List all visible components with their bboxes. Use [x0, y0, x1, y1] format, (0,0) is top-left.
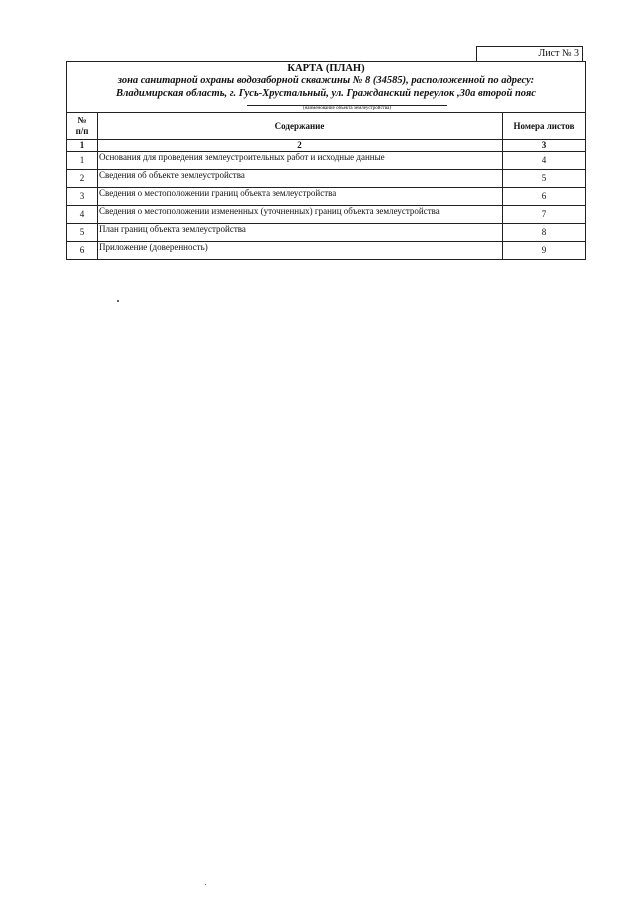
object-description-line2: Владимирская область, г. Гусь-Хрустальный, ул. Гражданский переулок ,30а второй пояс: [116, 87, 536, 99]
header-sheet-numbers: Номера листов: [503, 113, 586, 140]
row-description: Приложение (доверенность): [98, 242, 503, 260]
object-description-line1: зона санитарной охраны водозаборной скважины № 8 (34585), расположенной по адресу:: [117, 75, 535, 86]
header-number: [67, 113, 98, 140]
header-number-sign: №: [77, 115, 87, 125]
row-page: 5: [503, 170, 586, 188]
header-contents: Содержание: [98, 113, 503, 140]
row-description: Сведения о местоположении измененных (уточненных) границ объекта землеустройства: [98, 206, 503, 224]
row-page: 7: [503, 206, 586, 224]
scan-speck: [205, 884, 206, 885]
column-number: 1: [67, 140, 98, 152]
row-page: 4: [503, 152, 586, 170]
row-description: План границ объекта землеустройства: [98, 224, 503, 242]
column-number: 2: [98, 140, 503, 152]
sheet-number-label: Лист № 3: [476, 46, 583, 61]
row-page: 6: [503, 188, 586, 206]
row-number: 6: [67, 242, 98, 260]
table-header-row: [67, 113, 586, 140]
contents-table: [66, 112, 586, 260]
table-row: [67, 152, 586, 170]
object-name-caption: (наименование объекта землеустройства): [247, 105, 447, 112]
column-number: 3: [503, 140, 586, 152]
row-description: Сведения о местоположении границ объекта землеустройства: [98, 188, 503, 206]
row-page: 9: [503, 242, 586, 260]
row-description: Сведения об объекте землеустройства: [98, 170, 503, 188]
table-row: [67, 170, 586, 188]
row-number: 5: [67, 224, 98, 242]
scan-speck: [117, 300, 119, 302]
table-row: [67, 224, 586, 242]
column-number-row: [67, 140, 586, 152]
row-description: Основания для проведения землеустроительных работ и исходные данные: [98, 152, 503, 170]
row-number: 2: [67, 170, 98, 188]
document-header: [66, 61, 586, 112]
row-number: 3: [67, 188, 98, 206]
table-row: [67, 188, 586, 206]
row-number: 4: [67, 206, 98, 224]
header-number-abbr: п/п: [75, 126, 89, 136]
table-row: [67, 242, 586, 260]
row-page: 8: [503, 224, 586, 242]
table-row: [67, 206, 586, 224]
row-number: 1: [67, 152, 98, 170]
document-title: КАРТА (ПЛАН): [287, 63, 365, 74]
